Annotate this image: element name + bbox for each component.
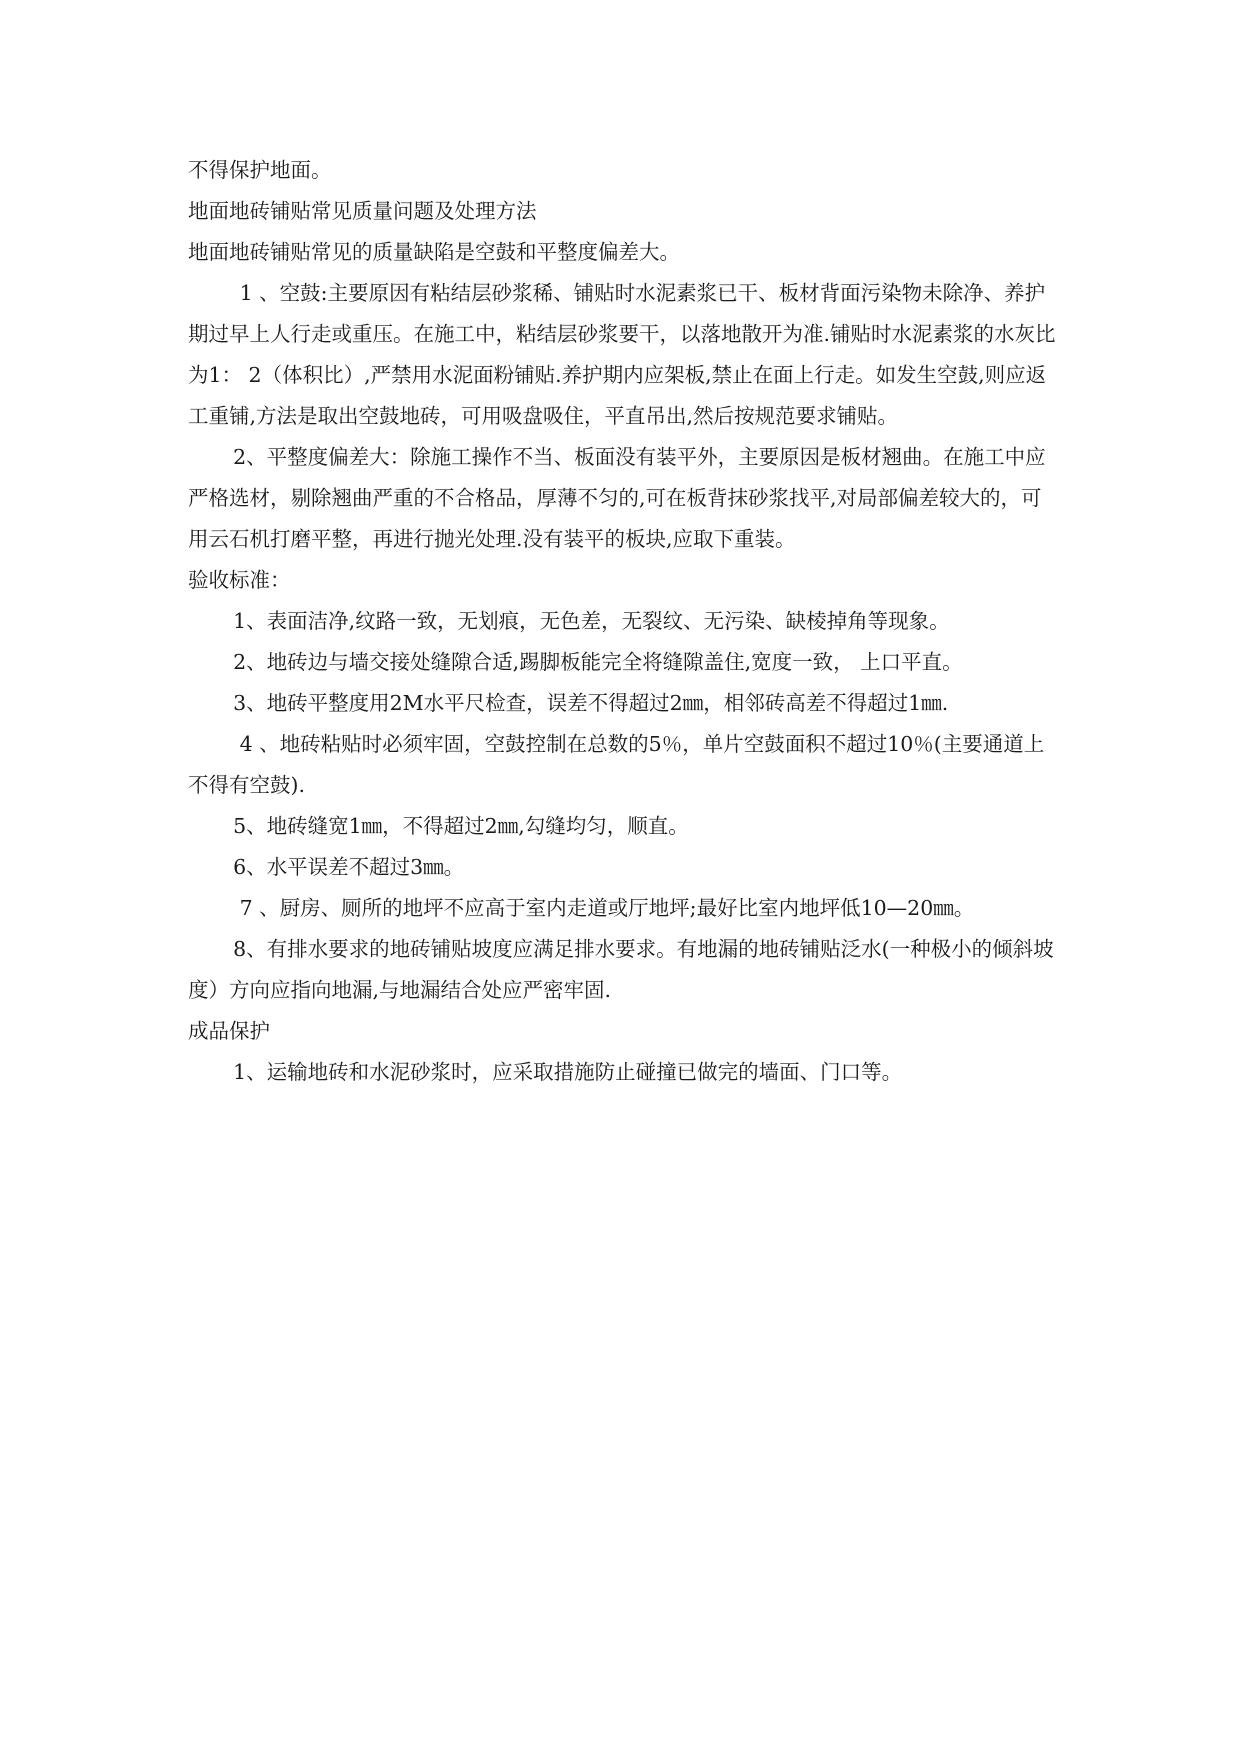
section-heading: 成品保护 (188, 1019, 270, 1043)
paragraph: 4 、地砖粘贴时必须牢固，空鼓控制在总数的5％，单片空鼓面积不超过10％(主要通道上不得有空鼓). (188, 732, 1045, 797)
paragraph: 3、地砖平整度用2M水平尺检查，误差不得超过2㎜，相邻砖高差不得超过1㎜. (233, 691, 949, 715)
paragraph: 7 、厨房、厕所的地坪不应高于室内走道或厅地坪;最好比室内地坪低10—20㎜。 (233, 896, 975, 920)
paragraph: 1、表面洁净,纹路一致，无划痕，无色差，无裂纹、无污染、缺棱掉角等现象。 (233, 609, 950, 633)
text-line: 不得保护地面。 (188, 158, 332, 182)
paragraph: 5、地砖缝宽1㎜，不得超过2㎜,勾缝均匀，顺直。 (233, 814, 689, 838)
paragraph: 1 、空鼓:主要原因有粘结层砂浆稀、铺贴时水泥素浆已干、板材背面污染物未除净、养护期过早上人行走或重压。在施工中，粘结层砂浆要干，以落地散开为准.铺贴时水泥素浆的水灰比为1： 2（体积比）,严禁用水泥面粉铺贴.养护期内应架板,禁止在面上行走。如发生空鼓,则应返工重铺,方法是取出空鼓地砖，可用吸盘吸住，平直吊出,然后按规范要求铺贴。 (188, 281, 1056, 428)
paragraph: 1、运输地砖和水泥砂浆时，应采取措施防止碰撞已做完的墙面、门口等。 (233, 1060, 903, 1084)
document-page (188, 150, 1058, 1093)
paragraph: 2、平整度偏差大：除施工操作不当、板面没有装平外，主要原因是板材翘曲。在施工中应严格选材，剔除翘曲严重的不合格品，厚薄不匀的,可在板背抹砂浆找平,对局部偏差较大的，可用云石机打磨平整，再进行抛光处理.没有装平的板块,应取下重装。 (188, 445, 1046, 551)
section-heading: 地面地砖铺贴常见质量问题及处理方法 (188, 199, 537, 223)
paragraph: 8、有排水要求的地砖铺贴坡度应满足排水要求。有地漏的地砖铺贴泛水(一种极小的倾斜坡度）方向应指向地漏,与地漏结合处应严密牢固. (188, 937, 1054, 1002)
text-line: 地面地砖铺贴常见的质量缺陷是空鼓和平整度偏差大。 (188, 240, 680, 264)
paragraph: 6、水平误差不超过3㎜。 (233, 855, 465, 879)
section-heading: 验收标准： (188, 568, 291, 592)
paragraph: 2、地砖边与墙交接处缝隙合适,踢脚板能完全将缝隙盖住,宽度一致， 上口平直。 (233, 650, 963, 674)
